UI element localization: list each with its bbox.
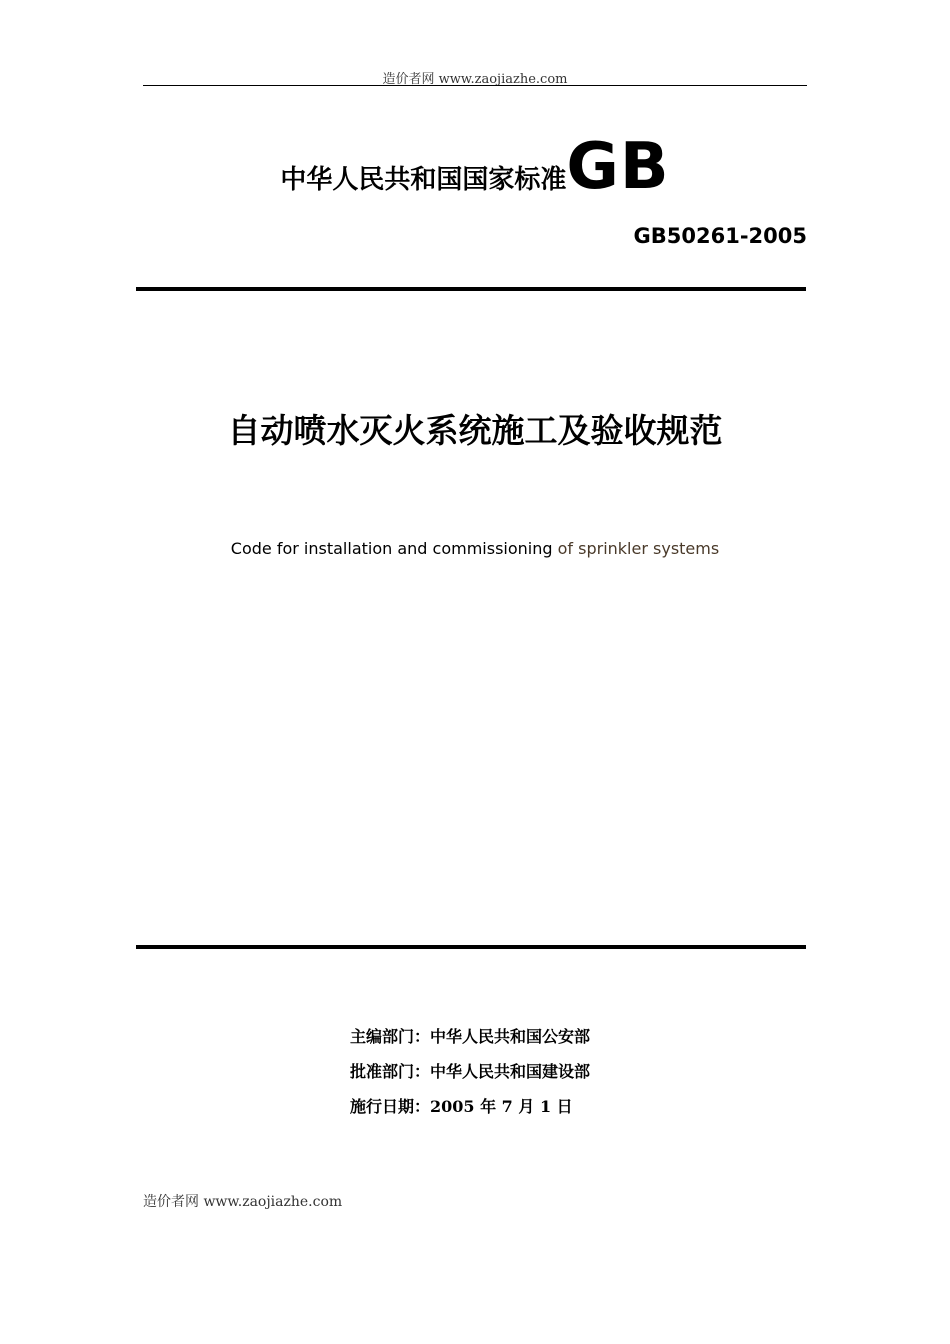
page-footer: 造价者网 www.zaojiazhe.com bbox=[143, 1194, 343, 1210]
top-thick-rule bbox=[136, 287, 806, 291]
national-standard-title: 中华人民共和国国家标准 bbox=[280, 165, 567, 195]
standard-number: GB50261-2005 bbox=[633, 224, 807, 248]
publication-info bbox=[350, 1024, 750, 1129]
page-header: 造价者网 www.zaojiazhe.com bbox=[382, 72, 568, 87]
effective-date: 施行日期：2005 年 7 月 1 日 bbox=[350, 1097, 573, 1116]
chinese-title: 自动喷水灭火系统施工及验收规范 bbox=[227, 411, 723, 450]
english-title bbox=[100, 539, 850, 558]
bottom-thick-rule bbox=[136, 945, 806, 949]
editor-department: 主编部门：中华人民共和国公安部 bbox=[350, 1027, 591, 1046]
approval-department: 批准部门：中华人民共和国建设部 bbox=[350, 1062, 591, 1081]
national-standard-line bbox=[143, 130, 807, 204]
header-rule bbox=[143, 85, 807, 86]
english-title-part1: Code for installation and commissioning bbox=[230, 539, 558, 558]
english-title-part2: of sprinkler systems bbox=[557, 539, 720, 558]
gb-mark: GB bbox=[566, 130, 670, 204]
